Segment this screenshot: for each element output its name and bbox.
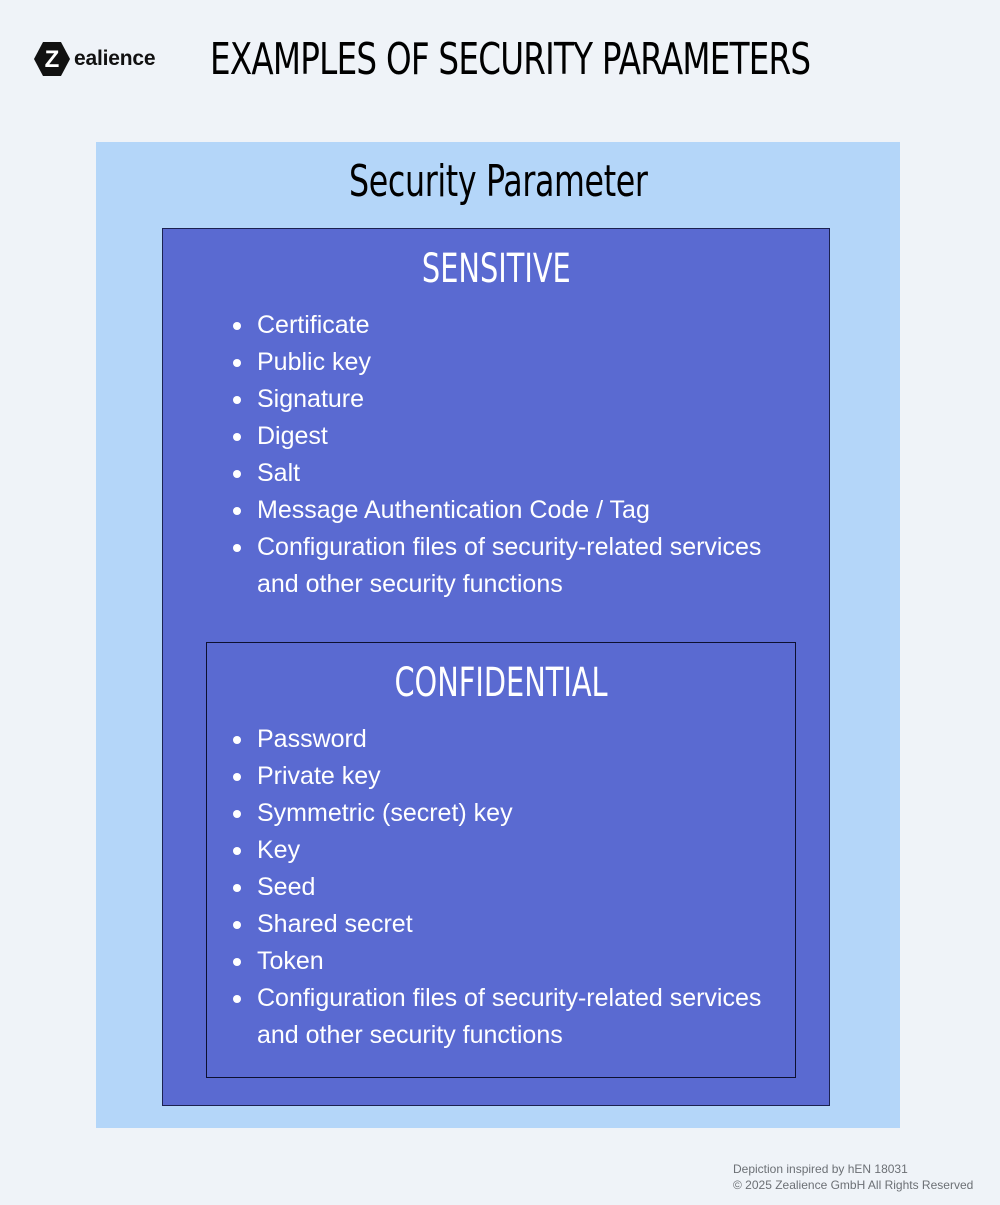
footer-copyright: © 2025 Zealience GmbH All Rights Reserved [733,1178,974,1192]
svg-text:Z: Z [44,46,60,73]
list-item: Password [233,721,773,758]
list-item: Shared secret [233,906,773,943]
list-item: Certificate [233,307,793,344]
security-parameter-title: Security Parameter [348,156,648,207]
list-item: Token [233,943,773,980]
sensitive-list [233,307,793,603]
brand-logo [33,41,155,77]
brand-name: ealience [74,47,156,70]
list-item: Seed [233,869,773,906]
list-item: Public key [233,344,793,381]
list-item: Salt [233,455,793,492]
footer-attribution: Depiction inspired by hEN 18031 [733,1162,908,1176]
list-item: Signature [233,381,793,418]
list-item: Configuration files of security-related services and other security functions [233,529,793,603]
confidential-title: CONFIDENTIAL [394,660,608,706]
list-item: Message Authentication Code / Tag [233,492,793,529]
confidential-list [233,721,773,1054]
page-title: EXAMPLES OF SECURITY PARAMETERS [210,34,811,85]
list-item: Key [233,832,773,869]
sensitive-title: SENSITIVE [421,246,571,292]
list-item: Digest [233,418,793,455]
footer [733,1161,973,1193]
hexagon-logo-icon [33,41,71,77]
list-item: Private key [233,758,773,795]
list-item: Symmetric (secret) key [233,795,773,832]
confidential-box [206,642,796,1078]
list-item: Configuration files of security-related services and other security functions [233,980,773,1054]
